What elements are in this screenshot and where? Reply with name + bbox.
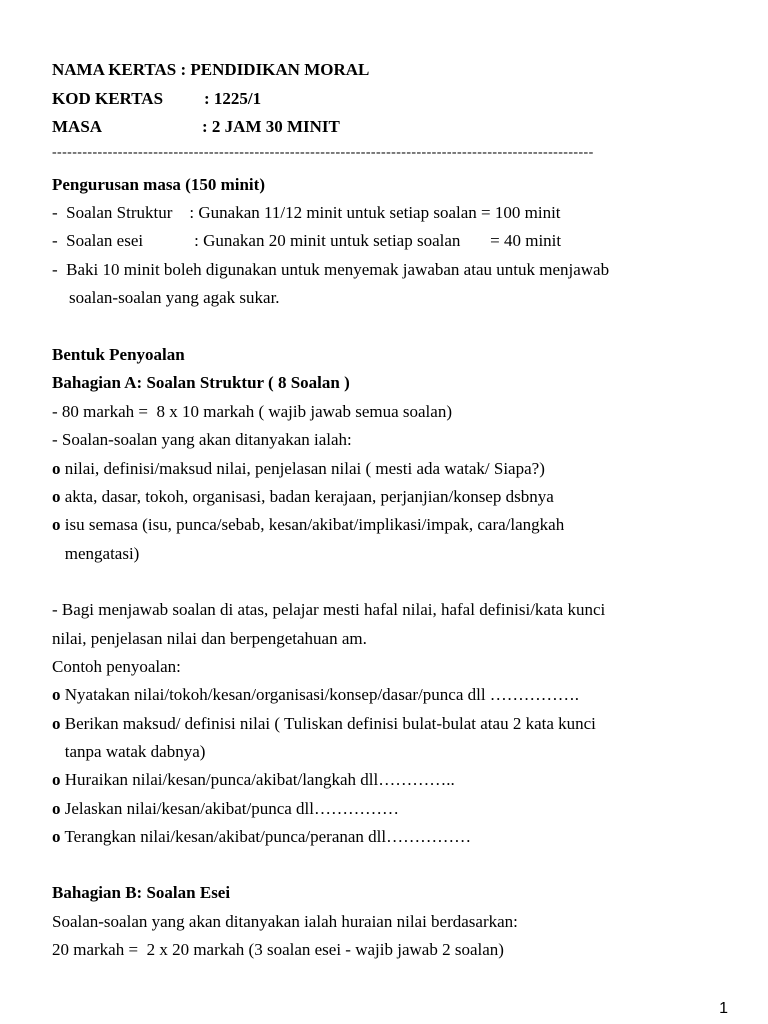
examples-label: Contoh penyoalan: <box>52 657 181 676</box>
paragraph-line: nilai, penjelasan nilai dan berpengetahuan am. <box>52 629 367 648</box>
list-item <box>52 685 579 705</box>
list-item <box>52 827 471 847</box>
section-a-heading: Bahagian A: Soalan Struktur ( 8 Soalan ) <box>52 373 350 392</box>
time-line-essay: - Soalan esei : Gunakan 20 minit untuk setiap soalan = 40 minit <box>52 231 562 250</box>
list-item-continuation: tanpa watak dabnya) <box>52 742 206 761</box>
list-item-text: Huraikan nilai/kesan/punca/akibat/langkah dll………….. <box>64 770 455 789</box>
time-line-remaining-cont: soalan-soalan yang agak sukar. <box>52 288 280 307</box>
section-b-heading: Bahagian B: Soalan Esei <box>52 883 231 902</box>
paper-code-value: : 1225/1 <box>204 89 262 108</box>
section-a-intro: - Soalan-soalan yang akan ditanyakan ialah: <box>52 430 352 449</box>
bullet-marker: o <box>52 515 61 534</box>
list-item-text: akta, dasar, tokoh, organisasi, badan kerajaan, perjanjian/konsep dsbnya <box>64 487 554 506</box>
paper-name: NAMA KERTAS : PENDIDIKAN MORAL <box>52 60 370 79</box>
paragraph-line: - Bagi menjawab soalan di atas, pelajar mesti hafal nilai, hafal definisi/kata kunci <box>52 600 606 619</box>
list-item-text: Nyatakan nilai/tokoh/kesan/organisasi/konsep/dasar/punca dll ……………. <box>64 685 580 704</box>
duration-label: MASA <box>52 117 103 136</box>
time-line-structure: - Soalan Struktur : Gunakan 11/12 minit untuk setiap soalan = 100 minit <box>52 203 561 222</box>
duration-value: : 2 JAM 30 MINIT <box>202 117 340 136</box>
section-b-intro: Soalan-soalan yang akan ditanyakan ialah huraian nilai berdasarkan: <box>52 912 518 931</box>
bullet-marker: o <box>52 799 61 818</box>
bullet-marker: o <box>52 714 61 733</box>
paper-code-label: KOD KERTAS <box>52 89 164 108</box>
list-item-text: Jelaskan nilai/kesan/akibat/punca dll…………… <box>64 799 400 818</box>
format-heading: Bentuk Penyoalan <box>52 345 185 364</box>
list-item-text: Terangkan nilai/kesan/akibat/punca/peranan dll…………… <box>64 827 472 846</box>
bullet-marker: o <box>52 487 61 506</box>
divider: ----------------------------------------------------------------------------------------------------------- <box>52 145 594 160</box>
section-a-marks: - 80 markah = 8 x 10 markah ( wajib jawab semua soalan) <box>52 402 452 421</box>
list-item <box>52 515 564 535</box>
time-heading: Pengurusan masa (150 minit) <box>52 175 265 194</box>
list-item-text: Berikan maksud/ definisi nilai ( Tuliskan definisi bulat-bulat atau 2 kata kunci <box>64 714 596 733</box>
list-item <box>52 487 554 507</box>
bullet-marker: o <box>52 827 61 846</box>
list-item <box>52 799 399 819</box>
bullet-marker: o <box>52 770 61 789</box>
bullet-marker: o <box>52 459 61 478</box>
bullet-marker: o <box>52 685 61 704</box>
list-item <box>52 714 596 734</box>
section-b-marks: 20 markah = 2 x 20 markah (3 soalan esei - wajib jawab 2 soalan) <box>52 940 504 959</box>
list-item-continuation: mengatasi) <box>52 544 140 563</box>
list-item <box>52 770 455 790</box>
time-line-remaining: - Baki 10 minit boleh digunakan untuk menyemak jawaban atau untuk menjawab <box>52 260 610 279</box>
list-item-text: isu semasa (isu, punca/sebab, kesan/akibat/implikasi/impak, cara/langkah <box>64 515 565 534</box>
list-item <box>52 459 545 479</box>
list-item-text: nilai, definisi/maksud nilai, penjelasan nilai ( mesti ada watak/ Siapa?) <box>64 459 545 478</box>
page-number: 1 <box>719 1000 728 1017</box>
